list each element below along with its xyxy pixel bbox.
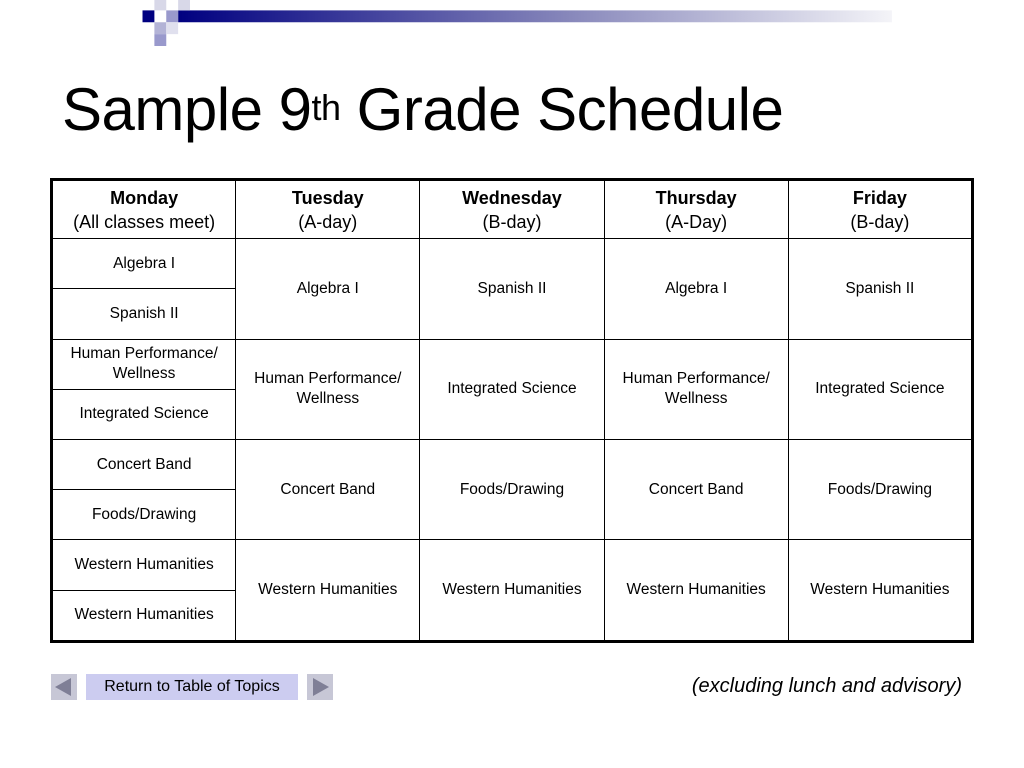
tuesday-cell: Human Performance/ Wellness [236, 339, 420, 439]
tuesday-cell: Algebra I [236, 239, 420, 339]
header-row [52, 180, 973, 239]
wednesday-cell: Integrated Science [420, 339, 604, 439]
friday-cell: Foods/Drawing [788, 440, 972, 540]
monday-cell: Human Performance/ Wellness [52, 339, 236, 389]
header-wednesday: Wednesday (B-day) [420, 180, 604, 239]
thursday-cell: Algebra I [604, 239, 788, 339]
triangle-right-icon [307, 674, 333, 700]
wednesday-cell: Foods/Drawing [420, 440, 604, 540]
footnote: (excluding lunch and advisory) [691, 675, 962, 697]
wednesday-cell: Western Humanities [420, 540, 604, 642]
tuesday-cell: Western Humanities [236, 540, 420, 642]
friday-cell: Spanish II [788, 239, 972, 339]
table-row [52, 339, 973, 389]
return-to-topics-button[interactable]: Return to Table of Topics [86, 674, 298, 700]
friday-cell: Western Humanities [788, 540, 972, 642]
monday-cell: Western Humanities [52, 590, 236, 641]
monday-cell: Western Humanities [52, 540, 236, 590]
thursday-cell: Concert Band [604, 440, 788, 540]
tuesday-cell: Concert Band [236, 440, 420, 540]
monday-cell: Spanish II [52, 289, 236, 339]
table-row [52, 239, 973, 289]
friday-cell: Integrated Science [788, 339, 972, 439]
header-monday: Monday (All classes meet) [52, 180, 236, 239]
header-tuesday: Tuesday (A-day) [236, 180, 420, 239]
header-thursday: Thursday (A-Day) [604, 180, 788, 239]
table-row [52, 440, 973, 490]
schedule-table [50, 178, 974, 643]
next-slide-button[interactable] [307, 674, 333, 700]
header-decoration [0, 0, 1024, 46]
monday-cell: Foods/Drawing [52, 490, 236, 540]
monday-cell: Integrated Science [52, 389, 236, 439]
monday-cell: Algebra I [52, 239, 236, 289]
previous-slide-button[interactable] [51, 674, 77, 700]
thursday-cell: Western Humanities [604, 540, 788, 642]
page-title: Sample 9th Grade Schedule [62, 76, 784, 143]
wednesday-cell: Spanish II [420, 239, 604, 339]
monday-cell: Concert Band [52, 440, 236, 490]
triangle-left-icon [51, 674, 77, 700]
thursday-cell: Human Performance/ Wellness [604, 339, 788, 439]
table-row [52, 540, 973, 590]
header-friday: Friday (B-day) [788, 180, 972, 239]
